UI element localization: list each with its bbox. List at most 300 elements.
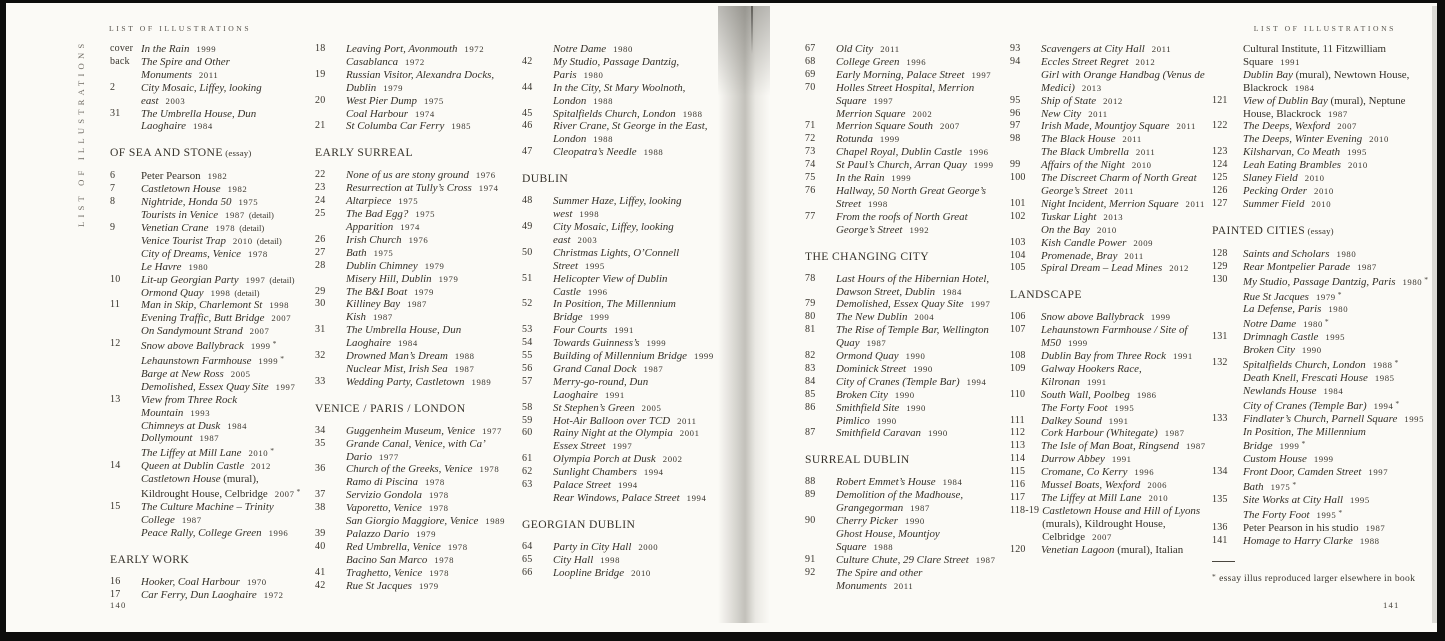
work-title: San Giorgio Maggiore, Venice	[346, 515, 479, 528]
entry-works	[553, 427, 714, 453]
work-year: 2010	[631, 567, 651, 578]
entry-works	[1243, 95, 1430, 121]
work-item	[1243, 69, 1430, 95]
illustration-entry	[110, 338, 304, 394]
illustration-entry	[315, 298, 509, 324]
entry-number: 85	[805, 388, 816, 400]
work-item	[1243, 372, 1430, 385]
work-item	[1042, 505, 1208, 544]
work-item	[1243, 133, 1430, 146]
entry-number: 44	[522, 81, 533, 93]
entry-number: 20	[315, 94, 326, 106]
illustration-entry	[1212, 274, 1430, 332]
work-year: 2011	[1124, 250, 1144, 261]
work-title: Ship of State	[1041, 94, 1097, 107]
work-year: 2007	[249, 326, 270, 337]
illustration-entry	[522, 43, 714, 56]
work-subtitle: (mural), Newtown House, Blackrock	[1243, 68, 1410, 94]
work-year: 2000	[638, 541, 659, 552]
illustration-entry	[1212, 95, 1430, 121]
work-title: Loopline Bridge	[553, 566, 625, 579]
entry-works	[141, 43, 304, 56]
section-heading-label: OF SEA AND STONE	[110, 146, 223, 160]
work-item	[346, 580, 509, 593]
entry-number: 68	[805, 55, 816, 67]
essay-asterisk: *	[1424, 274, 1428, 284]
entry-number: 32	[315, 350, 326, 362]
work-year: 1990	[905, 351, 926, 362]
work-title: St Stephen’s Green	[553, 401, 635, 414]
illustration-entry	[1212, 185, 1430, 198]
entry-works	[1041, 159, 1208, 172]
entry-number: 83	[805, 362, 816, 374]
entry-works	[346, 324, 509, 350]
entry-number: 91	[805, 553, 816, 565]
illustration-entry	[522, 273, 714, 299]
work-item	[1243, 398, 1430, 413]
section-heading-label: EARLY SURREAL	[315, 146, 413, 160]
entry-number: 15	[110, 501, 121, 512]
entry-works	[1243, 331, 1430, 357]
entry-works	[346, 169, 509, 182]
work-year: 2006	[1147, 480, 1168, 491]
entry-number: 12	[110, 338, 121, 350]
work-year: 1982	[207, 171, 228, 182]
work-year: 1972	[464, 44, 485, 54]
work-item	[1041, 133, 1208, 146]
entry-number: 52	[522, 298, 533, 310]
footnote	[1212, 561, 1442, 585]
entry-works	[1041, 120, 1208, 133]
work-title: The Liffey at Mill Lane	[1041, 492, 1142, 504]
entry-number: 35	[315, 437, 326, 449]
illustration-entry	[1010, 311, 1208, 324]
entry-number: 89	[805, 489, 816, 501]
work-item	[141, 299, 304, 312]
entry-number: 74	[805, 159, 816, 171]
illustration-entry	[110, 222, 304, 274]
entry-number: 39	[315, 528, 326, 539]
work-year: 1990	[876, 415, 897, 426]
work-item	[141, 209, 304, 222]
entry-number: 94	[1010, 55, 1021, 67]
entry-number: 109	[1010, 362, 1026, 374]
work-item	[553, 195, 714, 221]
work-title: Chapel Royal, Dublin Castle	[836, 146, 962, 159]
illustration-entry	[522, 195, 714, 221]
entry-number: 57	[522, 375, 533, 387]
work-title: Rear Windows, Palace Street	[553, 492, 680, 504]
entry-works	[1243, 535, 1430, 548]
work-title: In the Rain	[836, 172, 885, 185]
entry-works	[346, 208, 509, 234]
work-year: 1978	[425, 477, 445, 488]
work-item	[141, 82, 304, 108]
work-title: Palace Street	[553, 479, 611, 492]
work-title: Slaney Field	[1243, 172, 1298, 185]
work-title: Nightride, Honda 50	[141, 196, 232, 209]
work-year: 1990	[1301, 345, 1322, 356]
entry-number: 26	[315, 233, 326, 245]
page-140-column-3	[522, 43, 714, 580]
work-title: Olympia Porch at Dusk	[553, 453, 656, 466]
work-item	[346, 247, 509, 260]
entry-works	[836, 376, 999, 389]
entry-number: 82	[805, 350, 816, 362]
entry-number: 50	[522, 246, 533, 258]
work-title: The Spire and Other Monuments	[141, 55, 230, 81]
work-title: Lehaunstown Farmhouse / Site of M50	[1041, 324, 1188, 350]
illustration-entry	[1010, 427, 1208, 440]
work-year: 1976	[408, 234, 429, 245]
work-title: Leaving Port, Avonmouth	[346, 43, 458, 55]
work-title: Dalkey Sound	[1041, 414, 1102, 427]
entry-number: 73	[805, 146, 816, 158]
entry-works	[1243, 120, 1430, 146]
work-title: Drowned Man’s Dream	[346, 350, 448, 363]
entry-works	[553, 402, 714, 415]
entry-number: 29	[315, 285, 326, 297]
work-year: 2011	[1135, 147, 1156, 158]
illustration-entry	[1212, 159, 1430, 172]
entry-works	[1243, 274, 1430, 332]
entry-works	[1243, 466, 1430, 494]
work-item	[141, 589, 304, 602]
work-title: Cromane, Co Kerry	[1041, 466, 1128, 479]
illustration-entry	[522, 402, 714, 415]
work-title: The Discreet Charm of North Great George’s Street	[1041, 172, 1197, 197]
work-year: 2007	[1092, 531, 1112, 542]
work-year: 1984	[942, 286, 962, 297]
work-title: Rainy Night at the Olympia	[553, 427, 673, 440]
entry-number: 27	[315, 246, 326, 258]
entry-number: 67	[805, 43, 816, 54]
work-title: Merry-go-round, Dun Laoghaire	[553, 375, 649, 401]
work-item	[346, 108, 509, 121]
work-item	[836, 172, 999, 185]
illustration-entry	[315, 43, 509, 69]
section-heading	[110, 146, 304, 160]
work-year: 2011	[880, 44, 900, 54]
book-spread	[6, 3, 1437, 632]
entry-number: 90	[805, 515, 816, 527]
work-item	[346, 221, 509, 234]
illustration-entry	[522, 324, 714, 337]
work-title: The Umbrella House, Dun Laoghaire	[141, 107, 257, 133]
work-item	[836, 427, 999, 440]
illustration-entry	[1010, 363, 1208, 389]
illustration-entry	[522, 247, 714, 273]
work-year: 2010	[1311, 198, 1332, 209]
entry-works	[141, 274, 304, 300]
work-item	[346, 43, 509, 56]
work-item	[836, 515, 999, 528]
work-title: The Black Umbrella	[1041, 146, 1129, 159]
work-year: 2007	[274, 489, 295, 500]
illustration-entry	[805, 172, 999, 185]
work-year: 2007	[271, 313, 292, 324]
work-item	[836, 146, 999, 159]
work-title: Venice Tourist Trap	[141, 234, 226, 247]
illustration-entry	[110, 299, 304, 338]
work-item	[1041, 237, 1208, 250]
entry-works	[553, 453, 714, 466]
work-year: 1994	[966, 376, 987, 387]
work-item	[141, 527, 304, 540]
work-title: Dublin Bay	[1243, 68, 1293, 81]
work-title: Palazzo Dario	[346, 528, 410, 540]
work-item	[553, 466, 714, 479]
work-title: Pecking Order	[1243, 184, 1308, 197]
illustration-entry	[1010, 505, 1208, 544]
work-title: Merrion Square South	[836, 120, 933, 133]
illustration-entry	[1212, 261, 1430, 274]
work-item	[553, 427, 714, 440]
running-head-left: LIST OF ILLUSTRATIONS	[109, 24, 252, 33]
work-subtitle: (mural), Neptune House, Blackrock	[1243, 94, 1406, 120]
work-item	[1243, 248, 1430, 261]
work-item	[836, 376, 999, 389]
work-title: Killiney Bay	[346, 298, 401, 311]
illustration-entry	[522, 350, 714, 363]
work-title: The Isle of Man Boat, Ringsend	[1041, 440, 1179, 453]
work-title: Broken City	[836, 388, 888, 401]
entry-number: 14	[110, 460, 121, 472]
work-item	[141, 222, 304, 235]
entry-works	[1041, 198, 1208, 211]
entry-works	[553, 337, 714, 350]
work-item	[1041, 389, 1208, 402]
work-title: Bath	[1243, 481, 1264, 494]
work-title: Last Hours of the Hibernian Hotel, Dawson Street, Dublin	[836, 272, 990, 298]
entry-number: 49	[522, 220, 533, 232]
work-item	[1041, 172, 1208, 198]
work-item	[1041, 453, 1208, 466]
work-title: Ramo di Piscina	[346, 476, 418, 489]
entry-number: 122	[1212, 120, 1228, 132]
work-title: My Studio, Passage Dantzig, Paris	[553, 55, 680, 81]
illustration-entry	[1010, 159, 1208, 172]
work-title: City of Cranes (Temple Bar)	[1243, 399, 1367, 412]
entry-works	[346, 502, 509, 528]
entry-number: 96	[1010, 107, 1021, 119]
work-item	[1041, 311, 1208, 324]
work-title: Misery Hill, Dublin	[346, 272, 432, 285]
footnote-divider	[1212, 561, 1235, 562]
work-year: 1991	[1173, 351, 1193, 362]
work-title: In the Rain	[141, 43, 190, 55]
illustration-entry	[1010, 415, 1208, 428]
work-title: Broken City	[1243, 344, 1295, 357]
work-item	[1243, 289, 1430, 304]
entry-number: 55	[522, 350, 533, 362]
work-item	[1243, 426, 1430, 454]
entry-works	[1041, 56, 1208, 95]
work-title: Irish Church	[346, 233, 402, 246]
work-item	[553, 108, 714, 121]
entry-number: 19	[315, 68, 326, 80]
work-title: Venetian Lagoon	[1041, 543, 1115, 556]
entry-number: 110	[1010, 388, 1026, 400]
work-item	[1243, 494, 1430, 507]
work-year: 2010	[1304, 173, 1325, 184]
illustration-entry	[805, 363, 999, 376]
illustration-entry	[315, 502, 509, 528]
essay-asterisk: *	[270, 446, 274, 456]
work-title: Dublin Chimney	[346, 259, 418, 272]
entry-number: 65	[522, 553, 533, 565]
illustration-entry	[315, 376, 509, 389]
work-item	[553, 273, 714, 299]
work-title: Notre Dame	[553, 43, 607, 55]
work-item	[1243, 274, 1430, 289]
entry-works	[553, 108, 714, 121]
work-year: 1988	[593, 95, 614, 106]
work-title: Newlands House	[1243, 384, 1317, 397]
work-title: Demolished, Essex Quay Site	[141, 380, 269, 393]
work-year: 1996	[268, 527, 289, 538]
illustration-entry	[522, 108, 714, 121]
work-title: Chimneys at Dusk	[141, 419, 221, 432]
work-year: 1974	[478, 183, 499, 194]
work-year: 1987	[866, 338, 887, 349]
entry-works	[346, 567, 509, 580]
entry-works	[346, 541, 509, 567]
work-item	[141, 261, 304, 274]
work-title: Kish	[346, 311, 366, 324]
work-title: Front Door, Camden Street	[1243, 466, 1362, 479]
entry-number: 21	[315, 120, 326, 132]
work-year: 2010	[1348, 160, 1368, 171]
page-gutter	[718, 6, 770, 623]
work-item	[1243, 146, 1430, 159]
work-title: College Green	[836, 55, 900, 68]
illustration-entry	[1010, 250, 1208, 263]
work-year: 2011	[1151, 44, 1172, 54]
entry-number: 126	[1212, 184, 1228, 196]
illustration-entry	[805, 324, 999, 350]
work-title: Ghost House, Mountjoy Square	[836, 528, 940, 553]
work-item	[836, 311, 999, 324]
work-item	[346, 286, 509, 299]
section-heading-label: THE CHANGING CITY	[805, 249, 930, 263]
entry-number: 103	[1010, 236, 1026, 248]
illustration-entry	[805, 43, 999, 56]
section-heading	[315, 146, 509, 159]
work-title: Early Morning, Palace Street	[836, 68, 965, 81]
entry-works	[346, 234, 509, 247]
illustration-entry	[110, 501, 304, 540]
entry-works	[1041, 108, 1208, 121]
entry-number: 41	[315, 566, 326, 578]
work-title: The Rise of Temple Bar, Wellington Quay	[836, 324, 989, 350]
work-item	[553, 440, 714, 453]
work-year: 2010	[1148, 493, 1169, 503]
work-title: Leah Eating Brambles	[1243, 159, 1342, 172]
entry-works	[1041, 237, 1208, 250]
entry-number: 130	[1212, 273, 1228, 285]
work-item	[141, 196, 304, 209]
work-item	[141, 325, 304, 338]
essay-asterisk: *	[1324, 317, 1329, 327]
entry-number: 117	[1010, 492, 1026, 503]
work-year: 1999	[589, 312, 610, 323]
work-detail-note: (detail)	[269, 274, 295, 285]
work-title: Sunlight Chambers	[553, 466, 637, 479]
illustration-entry	[805, 554, 999, 567]
illustration-entry	[1212, 522, 1430, 535]
work-item	[141, 235, 304, 248]
entry-number: 64	[522, 540, 533, 552]
work-year: 1990	[928, 428, 948, 439]
work-year: 1993	[190, 407, 211, 418]
work-item	[1243, 344, 1430, 357]
work-item	[1041, 198, 1208, 211]
entry-works	[836, 363, 999, 376]
work-year: 2011	[1088, 108, 1108, 119]
work-year: 1990	[913, 363, 933, 374]
work-title: Scavengers at City Hall	[1041, 43, 1145, 55]
work-item	[1243, 261, 1430, 274]
entry-works	[553, 82, 714, 108]
work-item	[141, 353, 304, 368]
entry-works	[553, 554, 714, 567]
work-title: City of Dreams, Venice	[141, 247, 242, 260]
work-year: 1987	[643, 363, 664, 374]
work-subtitle: Cultural Institute, 11 Fitzwilliam Square	[1243, 43, 1386, 68]
work-item	[141, 394, 304, 420]
page-140-column-1	[110, 43, 304, 602]
entry-works	[141, 222, 304, 274]
work-year: 1988	[454, 351, 475, 362]
work-year: 2012	[1103, 95, 1123, 106]
entry-works	[1041, 453, 1208, 466]
entry-number: 45	[522, 107, 533, 119]
work-title: Castletown House and Hill of Lyons	[1042, 504, 1201, 517]
entry-number: 76	[805, 184, 816, 196]
entry-works	[836, 515, 999, 554]
work-year: 1986	[1136, 389, 1157, 400]
entry-works	[553, 466, 714, 479]
entry-number: 128	[1212, 247, 1228, 259]
entry-number: 101	[1010, 197, 1026, 209]
work-title: The Spire and other Monuments	[836, 566, 923, 592]
work-item	[141, 368, 304, 381]
work-title: Pimlico	[836, 414, 870, 427]
entry-works	[836, 273, 999, 299]
work-title: City of Cranes (Temple Bar)	[836, 375, 960, 388]
entry-works	[836, 311, 999, 324]
work-title: Irish Made, Mountjoy Square	[1041, 120, 1170, 133]
essay-asterisk: *	[272, 339, 277, 349]
work-title: Cleopatra’s Needle	[553, 146, 637, 159]
work-title: View of Dublin Bay	[1243, 94, 1328, 107]
entry-number: 113	[1010, 440, 1026, 452]
work-item	[836, 298, 999, 311]
illustration-entry	[1212, 413, 1430, 467]
page-140-column-2	[315, 43, 509, 593]
running-head-right: LIST OF ILLUSTRATIONS	[1253, 24, 1396, 33]
work-title: Casablanca	[346, 55, 399, 68]
work-item	[141, 170, 304, 183]
work-year: 1982	[227, 184, 248, 195]
work-item	[553, 453, 714, 466]
entry-works	[1243, 185, 1430, 198]
entry-works	[1041, 250, 1208, 263]
work-item	[553, 554, 714, 567]
entry-number: 105	[1010, 262, 1026, 274]
work-item	[1041, 363, 1208, 389]
